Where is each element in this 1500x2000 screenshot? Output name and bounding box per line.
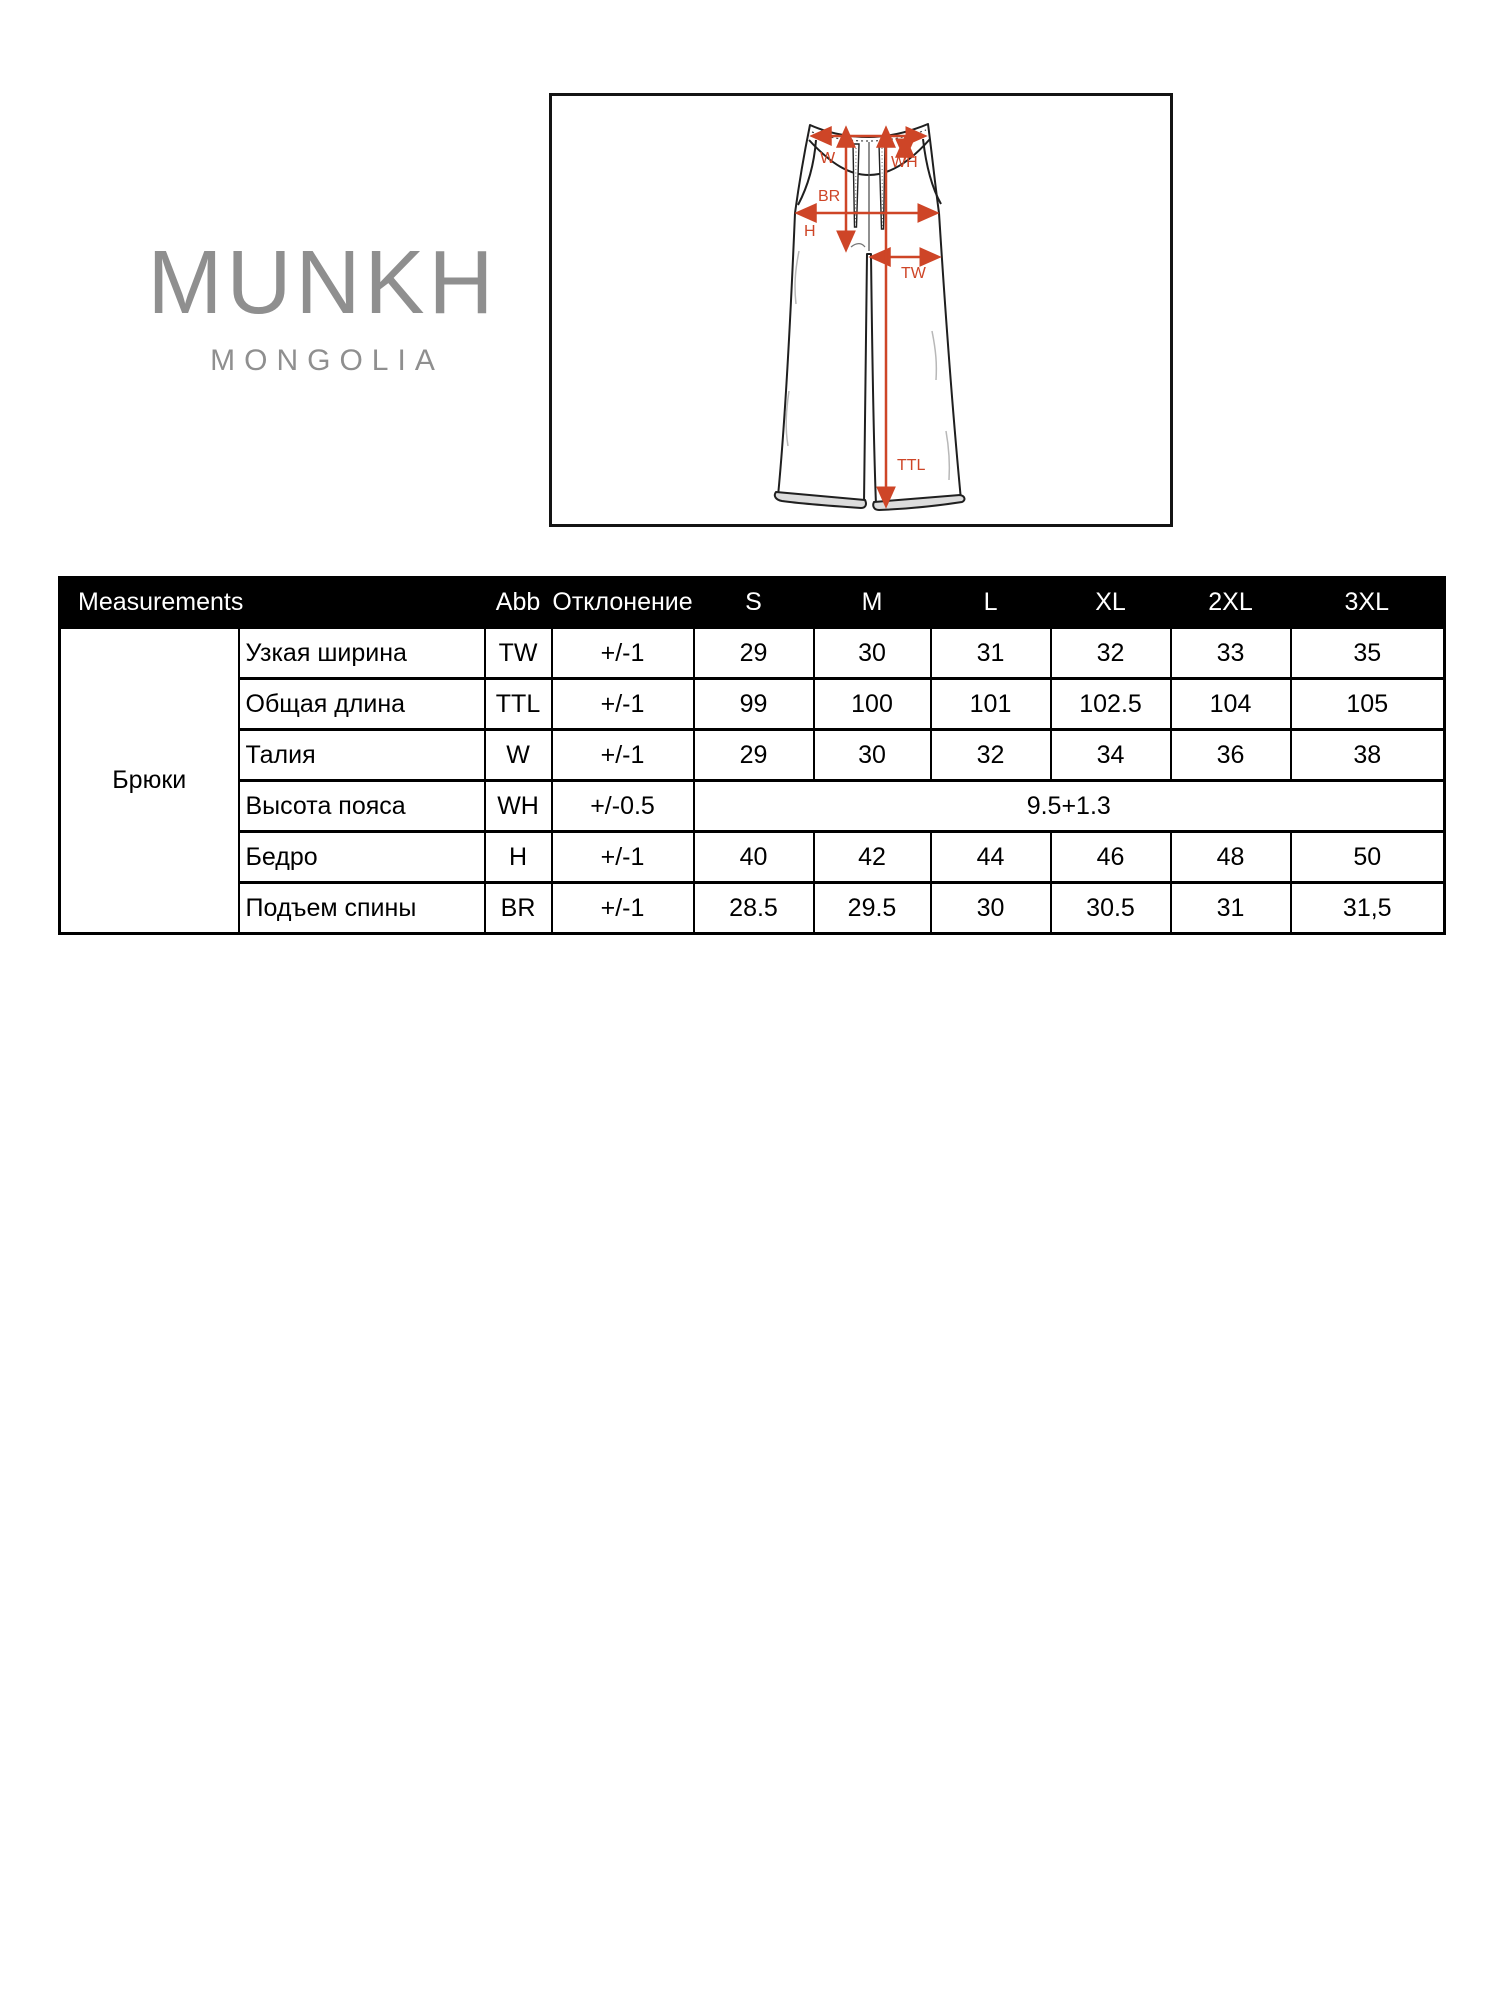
row-name: Талия xyxy=(239,730,485,781)
size-value: 105 xyxy=(1291,679,1445,730)
size-value: 30.5 xyxy=(1051,883,1171,934)
size-value: 42 xyxy=(814,832,931,883)
label-TTL: TTL xyxy=(897,457,926,474)
header-abb: Abb xyxy=(485,578,552,628)
row-abb: BR xyxy=(485,883,552,934)
header-size-s: S xyxy=(694,578,814,628)
row-deviation: +/-1 xyxy=(552,883,694,934)
label-H: H xyxy=(804,223,816,240)
header-size-m: M xyxy=(814,578,931,628)
size-value: 102.5 xyxy=(1051,679,1171,730)
size-value: 29 xyxy=(694,628,814,679)
size-value: 32 xyxy=(931,730,1051,781)
size-value: 36 xyxy=(1171,730,1291,781)
row-abb: W xyxy=(485,730,552,781)
size-value: 48 xyxy=(1171,832,1291,883)
size-value: 30 xyxy=(814,628,931,679)
label-TW: TW xyxy=(901,265,926,282)
size-value: 44 xyxy=(931,832,1051,883)
table-row xyxy=(60,883,1445,934)
size-value: 31 xyxy=(931,628,1051,679)
brand-name: MUNKH xyxy=(147,233,498,333)
header-row xyxy=(60,578,1445,628)
size-value: 29.5 xyxy=(814,883,931,934)
pants-technical-drawing xyxy=(552,96,1170,524)
pants-diagram-box xyxy=(549,93,1173,527)
size-value: 46 xyxy=(1051,832,1171,883)
size-value: 30 xyxy=(931,883,1051,934)
row-deviation: +/-1 xyxy=(552,679,694,730)
size-value: 33 xyxy=(1171,628,1291,679)
size-value: 31 xyxy=(1171,883,1291,934)
label-BR: BR xyxy=(818,188,841,205)
size-value: 35 xyxy=(1291,628,1445,679)
row-name: Узкая ширина xyxy=(239,628,485,679)
category-cell: Брюки xyxy=(60,628,239,934)
size-value: 30 xyxy=(814,730,931,781)
table-row xyxy=(60,832,1445,883)
header-size-l: L xyxy=(931,578,1051,628)
row-name: Высота пояса xyxy=(239,781,485,832)
header-deviation: Отклонение xyxy=(552,578,694,628)
measurements-table xyxy=(58,576,1446,935)
size-value: 99 xyxy=(694,679,814,730)
row-deviation: +/-1 xyxy=(552,730,694,781)
measurements-table-wrap xyxy=(58,576,1446,935)
header-size-3xl: 3XL xyxy=(1291,578,1445,628)
row-deviation: +/-1 xyxy=(552,832,694,883)
size-value: 101 xyxy=(931,679,1051,730)
size-value: 28.5 xyxy=(694,883,814,934)
label-WH: WH xyxy=(891,154,918,171)
row-abb: TTL xyxy=(485,679,552,730)
row-name: Бедро xyxy=(239,832,485,883)
row-abb: H xyxy=(485,832,552,883)
header-size-2xl: 2XL xyxy=(1171,578,1291,628)
header-size-xl: XL xyxy=(1051,578,1171,628)
row-deviation: +/-1 xyxy=(552,628,694,679)
size-value: 32 xyxy=(1051,628,1171,679)
row-abb: TW xyxy=(485,628,552,679)
table-row xyxy=(60,628,1445,679)
label-W: W xyxy=(820,150,836,167)
size-value: 50 xyxy=(1291,832,1445,883)
size-value: 104 xyxy=(1171,679,1291,730)
merged-size-value: 9.5+1.3 xyxy=(694,781,1445,832)
table-row xyxy=(60,730,1445,781)
brand-subtitle: MONGOLIA xyxy=(210,344,444,377)
size-value: 100 xyxy=(814,679,931,730)
size-value: 34 xyxy=(1051,730,1171,781)
row-deviation: +/-0.5 xyxy=(552,781,694,832)
size-value: 38 xyxy=(1291,730,1445,781)
size-value: 40 xyxy=(694,832,814,883)
size-value: 31,5 xyxy=(1291,883,1445,934)
row-abb: WH xyxy=(485,781,552,832)
brand-logo xyxy=(60,233,585,377)
table-row xyxy=(60,679,1445,730)
row-name: Общая длина xyxy=(239,679,485,730)
header-measurements: Measurements xyxy=(60,578,485,628)
size-value: 29 xyxy=(694,730,814,781)
table-row xyxy=(60,781,1445,832)
row-name: Подъем спины xyxy=(239,883,485,934)
